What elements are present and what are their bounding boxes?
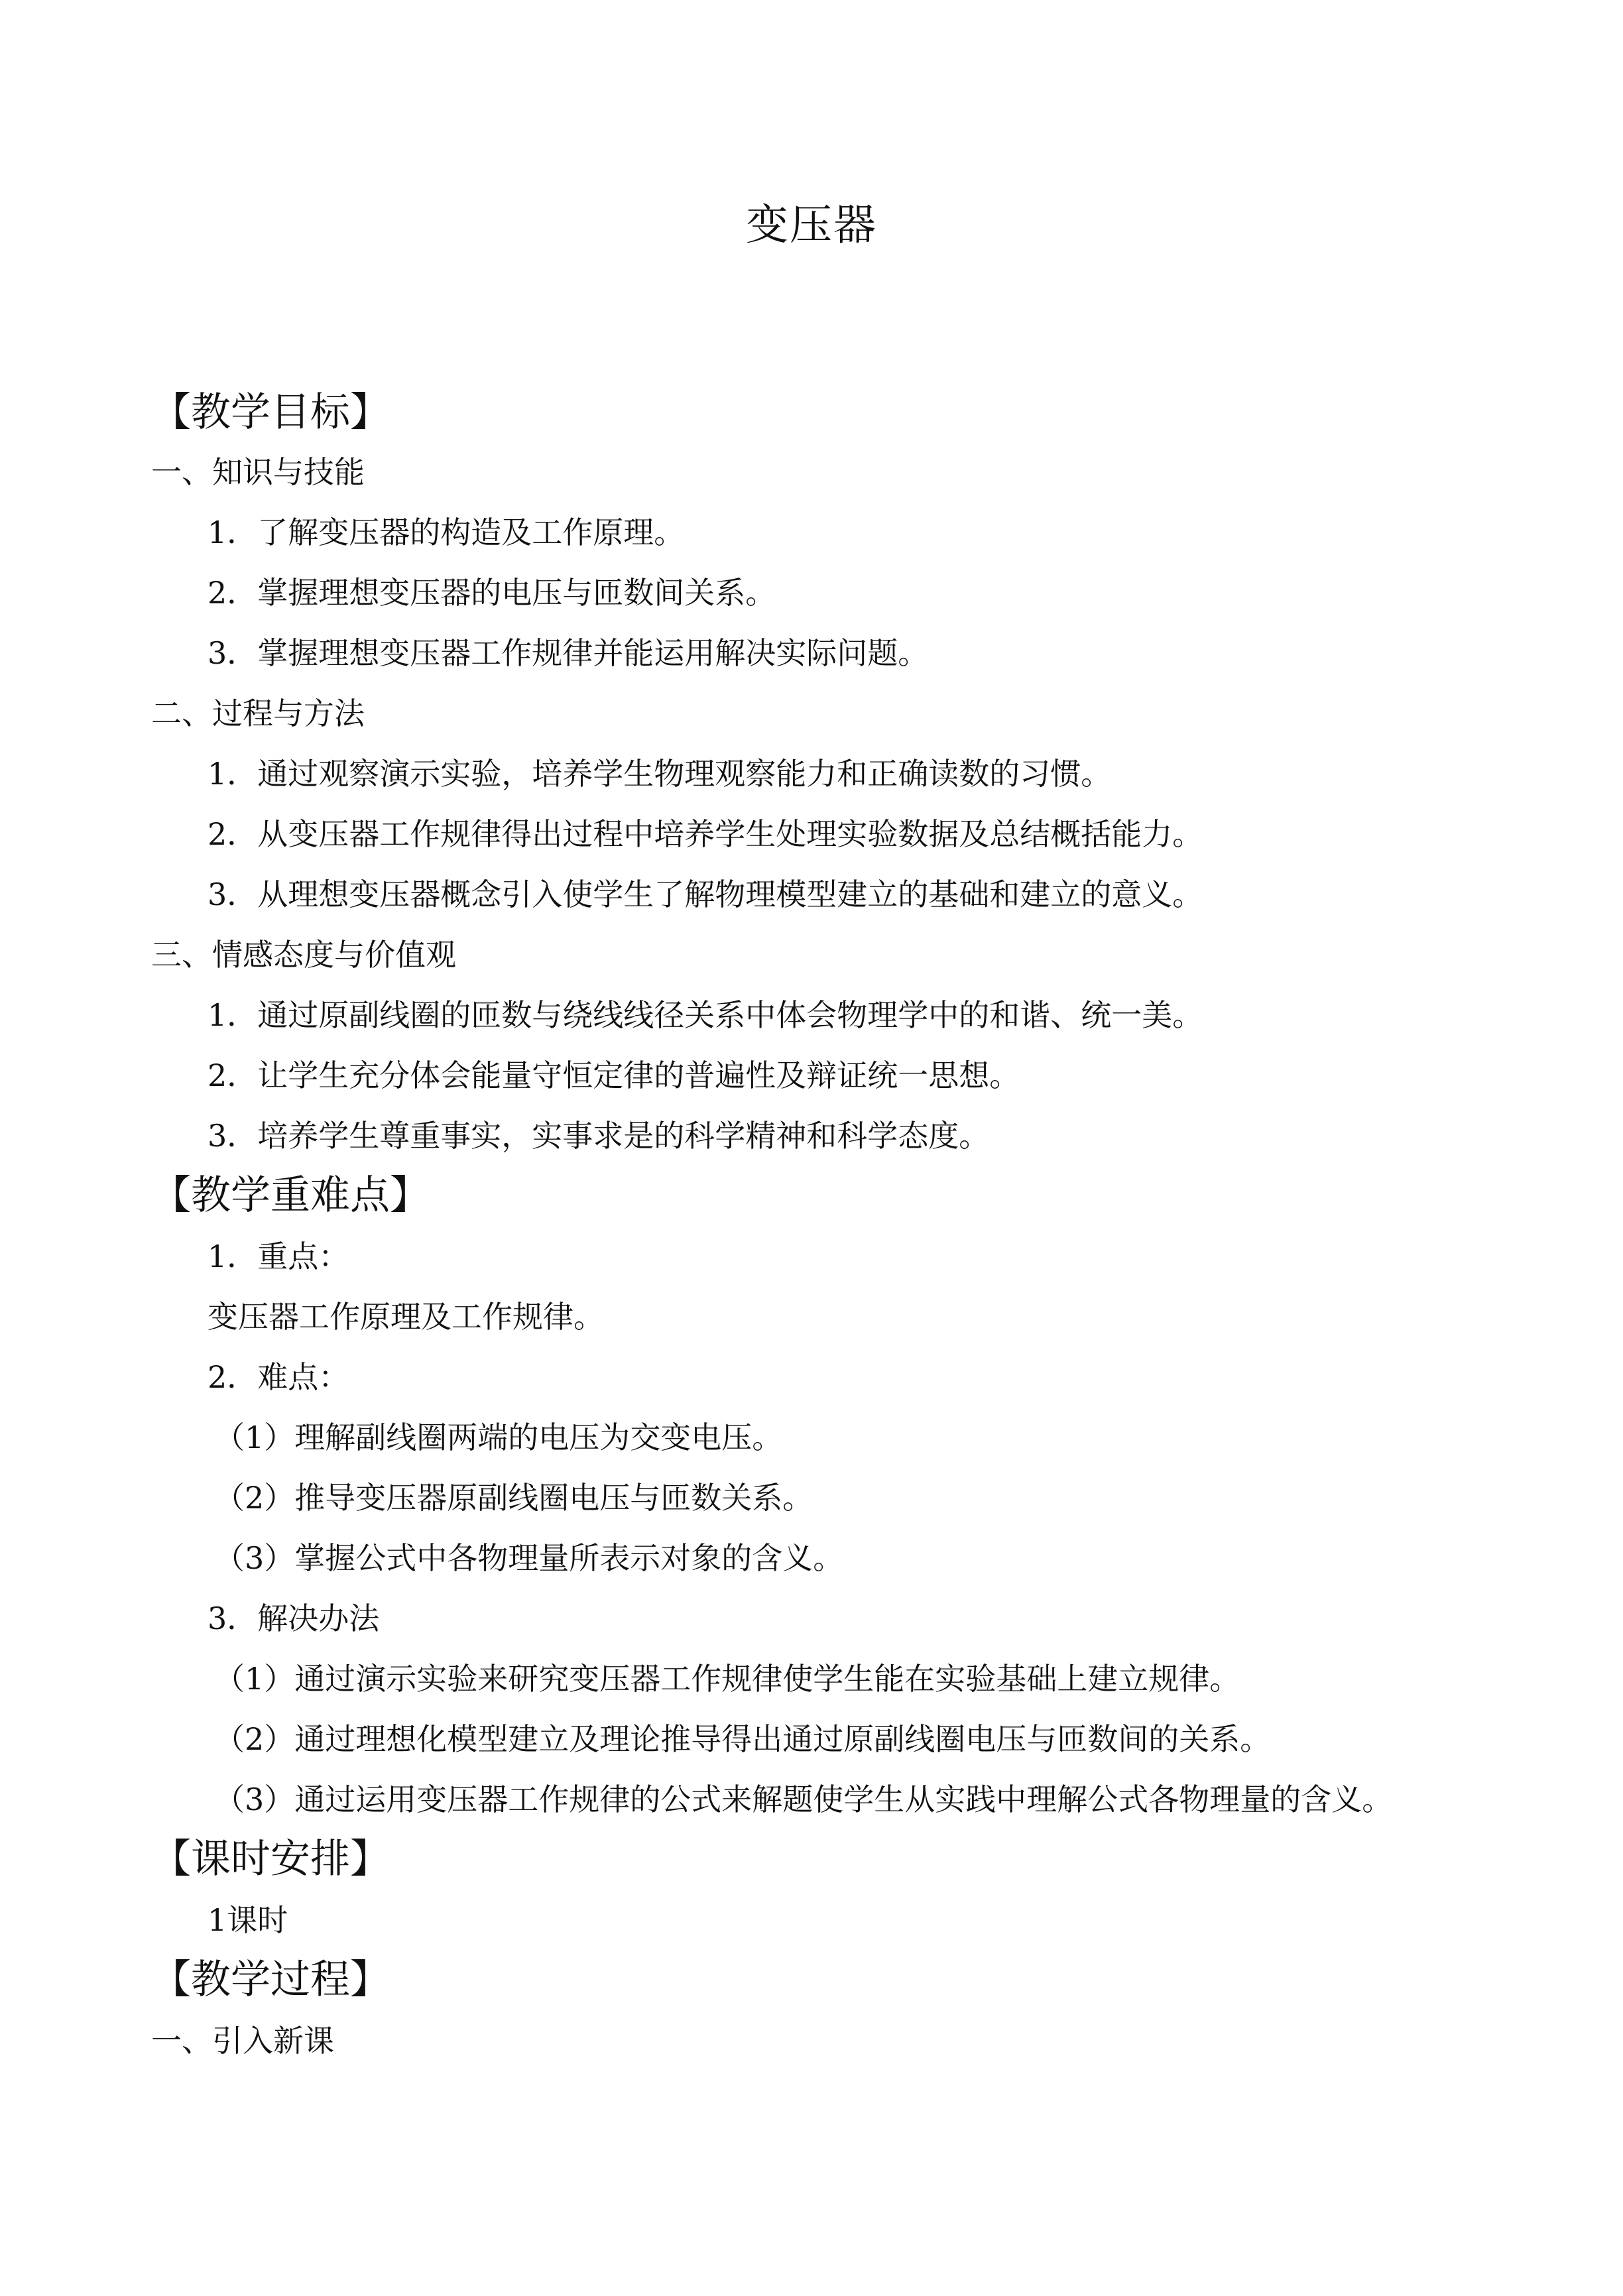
subsection-emotion-values: 三、情感态度与价值观 [151,937,456,973]
goal-item: 2．掌握理想变压器的电压与匝数间关系。 [208,575,776,611]
subsection-knowledge-skills: 一、知识与技能 [151,454,365,490]
difficult-point-item: （2）推导变压器原副线圈电压与匝数关系。 [214,1480,813,1516]
subsection-introduce-lesson: 一、引入新课 [151,2023,334,2059]
goal-item: 2．让学生充分体会能量守恒定律的普遍性及辩证统一思想。 [208,1057,1020,1093]
key-point-label: 1．重点： [208,1239,349,1274]
goal-item: 1．通过观察演示实验，培养学生物理观察能力和正确读数的习惯。 [208,756,1112,792]
key-point-text: 变压器工作原理及工作规律。 [208,1299,604,1335]
solution-item: （2）通过理想化模型建立及理论推导得出通过原副线圈电压与匝数间的关系。 [214,1721,1271,1757]
section-heading-key-difficult: 【教学重难点】 [151,1172,430,1219]
solution-item: （1）通过演示实验来研究变压器工作规律使学生能在实验基础上建立规律。 [214,1661,1240,1697]
goal-item: 3．培养学生尊重事实，实事求是的科学精神和科学态度。 [208,1118,990,1154]
difficult-point-label: 2．难点： [208,1359,349,1395]
solution-label: 3．解决办法 [208,1601,380,1636]
solution-item: （3）通过运用变压器工作规律的公式来解题使学生从实践中理解公式各物理量的含义。 [214,1782,1393,1817]
section-heading-class-schedule: 【课时安排】 [151,1836,390,1882]
goal-item: 2．从变压器工作规律得出过程中培养学生处理实验数据及总结概括能力。 [208,816,1203,852]
goal-item: 1．了解变压器的构造及工作原理。 [208,514,685,550]
section-heading-teaching-process: 【教学过程】 [151,1957,390,2003]
section-heading-teaching-goals: 【教学目标】 [151,389,390,436]
class-hours-text: 1课时 [208,1902,288,1938]
goal-item: 1．通过原副线圈的匝数与绕线线径关系中体会物理学中的和谐、统一美。 [208,997,1203,1033]
goal-item: 3．从理想变压器概念引入使学生了解物理模型建立的基础和建立的意义。 [208,876,1203,912]
difficult-point-item: （3）掌握公式中各物理量所表示对象的含义。 [214,1540,844,1576]
subsection-process-methods: 二、过程与方法 [151,695,365,731]
goal-item: 3．掌握理想变压器工作规律并能运用解决实际问题。 [208,635,929,671]
document-title: 变压器 [746,201,877,250]
difficult-point-item: （1）理解副线圈两端的电压为交变电压。 [214,1420,783,1455]
